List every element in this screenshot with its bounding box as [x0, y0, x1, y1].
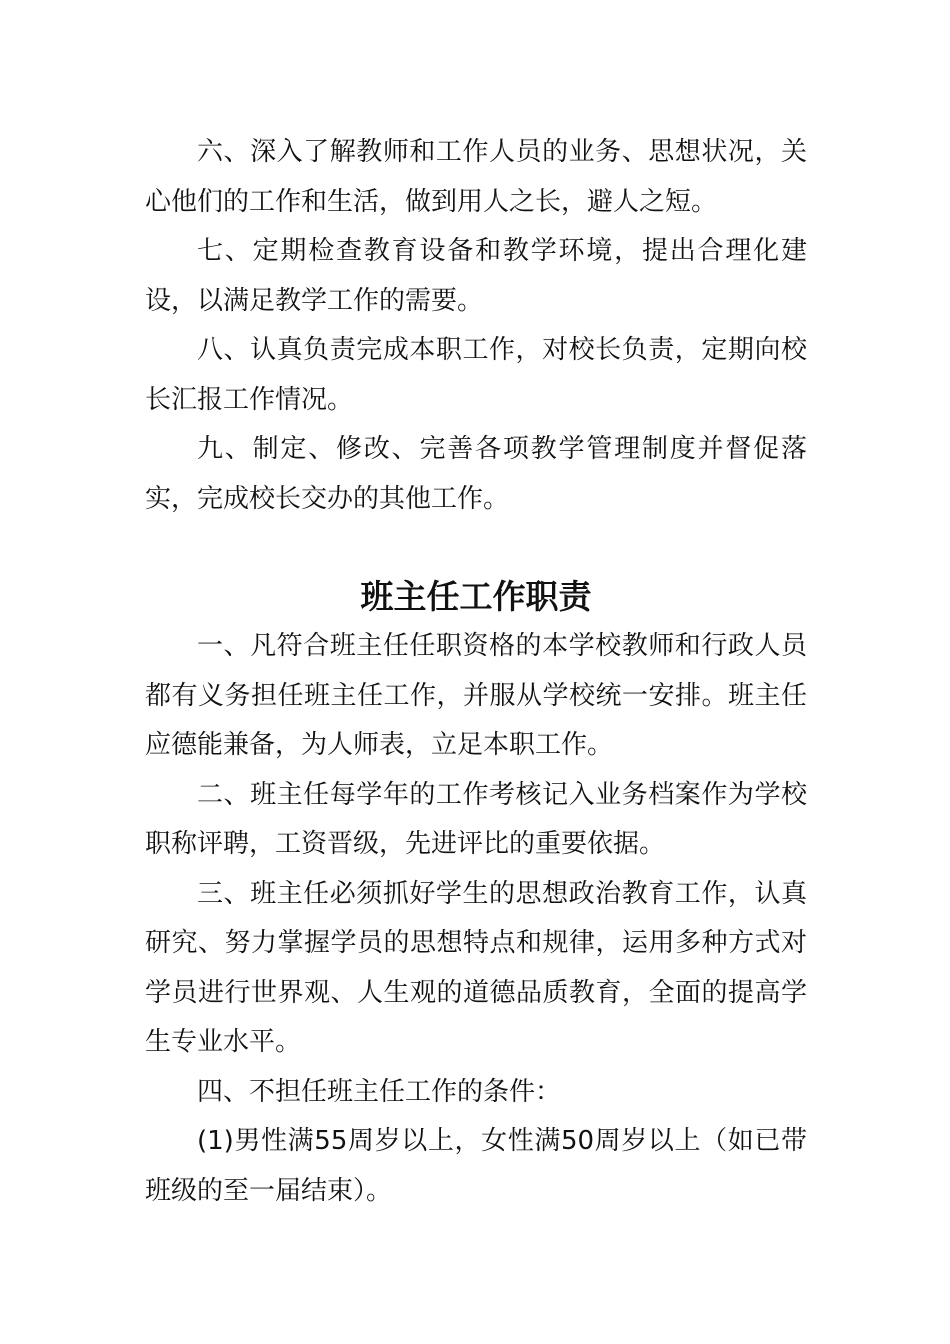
paragraph-item-four: 四、不担任班主任工作的条件： — [197, 1076, 562, 1107]
paragraph-item-six: 六、深入了解教师和工作人员的业务、思想状况，关心他们的工作和生活，做到用人之长，避人之短。 — [145, 137, 807, 217]
section-heading: 班主任工作职责 — [360, 577, 592, 616]
paragraph-item-condition-1: (1)男性满55周岁以上，女性满50周岁以上（如已带班级的至一届结束）。 — [145, 1126, 807, 1206]
paragraph-item-two: 二、班主任每学年的工作考核记入业务档案作为学校职称评聘，工资晋级，先进评比的重要依据。 — [145, 779, 807, 859]
paragraph-item-eight: 八、认真负责完成本职工作，对校长负责，定期向校长汇报工作情况。 — [145, 335, 807, 415]
paragraph-item-one: 一、凡符合班主任任职资格的本学校教师和行政人员都有义务担任班主任工作，并服从学校统一安排。班主任应德能兼备，为人师表，立足本职工作。 — [145, 631, 807, 760]
document-page — [145, 128, 807, 1216]
paragraph-item-nine: 九、制定、修改、完善各项教学管理制度并督促落实，完成校长交办的其他工作。 — [145, 434, 807, 514]
paragraph-item-three: 三、班主任必须抓好学生的思想政治教育工作，认真研究、努力掌握学员的思想特点和规律，运用多种方式对学员进行世界观、人生观的道德品质教育，全面的提高学生专业水平。 — [145, 878, 807, 1057]
paragraph-item-seven: 七、定期检查教育设备和教学环境，提出合理化建设，以满足教学工作的需要。 — [145, 236, 807, 316]
